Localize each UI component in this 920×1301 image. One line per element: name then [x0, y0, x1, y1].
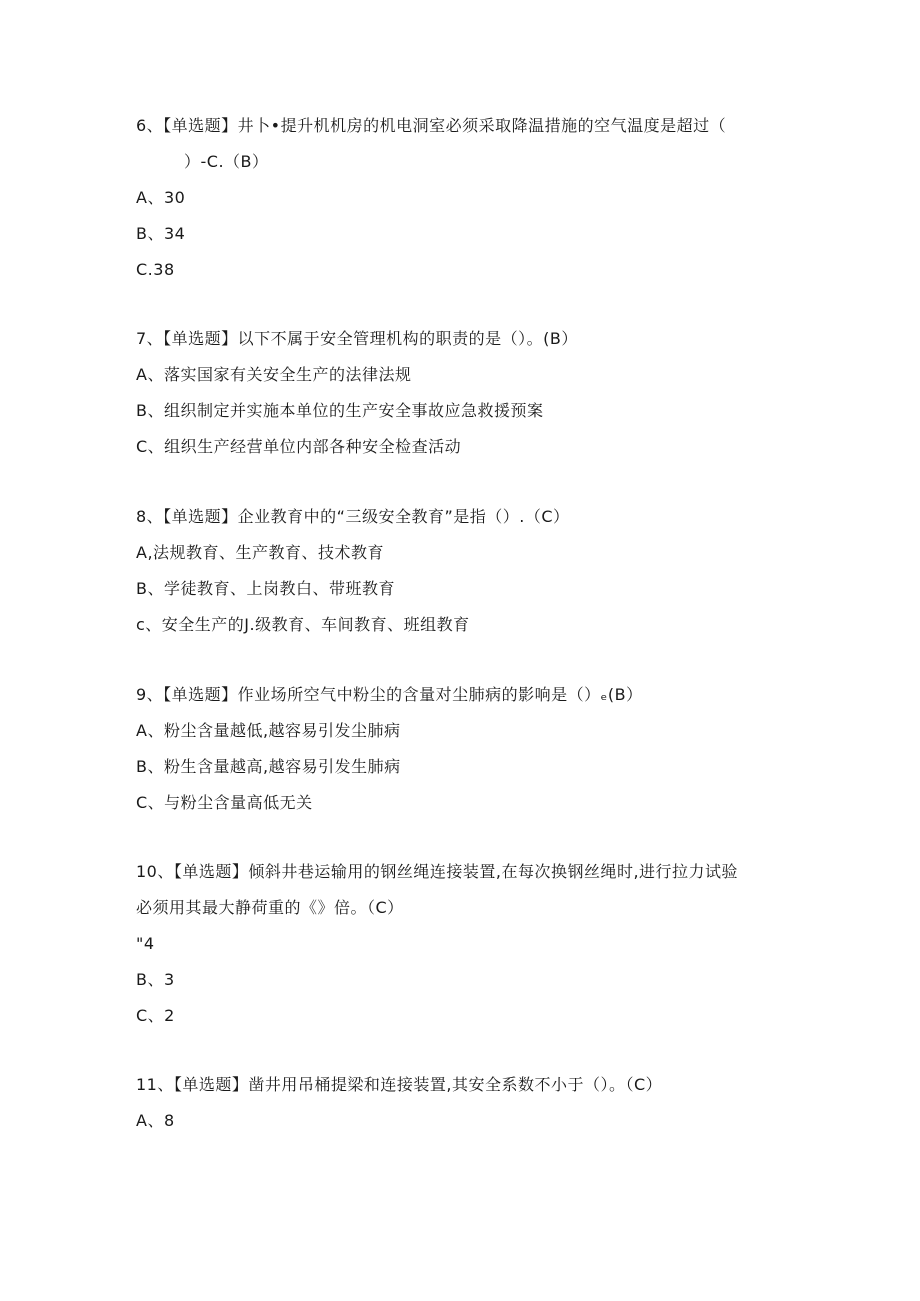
option-a: A、落实国家有关安全生产的法律法规	[136, 365, 412, 384]
question-stem: 7、【单选题】以下不属于安全管理机构的职责的是（）。(B）	[136, 329, 578, 348]
question-stem: 9、【单选题】作业场所空气中粉尘的含量对尘肺病的影响是（）ₑ(B）	[136, 685, 643, 704]
question-stem: 10、【单选题】倾斜井巷运输用的钢丝绳连接装置,在每次换钢丝绳时,进行拉力试验	[136, 862, 739, 881]
option-a: A,法规教育、生产教育、技术教育	[136, 543, 385, 562]
question-7	[136, 329, 796, 457]
question-stem: 6、【单选题】井卜•提升机机房的机电洞室必须采取降温措施的空气温度是超过（	[136, 116, 727, 135]
option-b: B、34	[136, 224, 186, 243]
option-c: C、组织生产经营单位内部各种安全检查活动	[136, 437, 462, 456]
option-c: c、安全生产的J.级教育、车间教育、班组教育	[136, 615, 470, 634]
option-a: "4	[136, 934, 155, 953]
option-c: C、与粉尘含量高低无关	[136, 793, 313, 812]
option-a: A、8	[136, 1111, 175, 1130]
question-stem-continued: ）-C.（B）	[184, 152, 269, 171]
option-c: C.38	[136, 260, 175, 279]
option-b: B、粉生含量越高,越容易引发生肺病	[136, 757, 401, 776]
question-stem: 11、【单选题】凿井用吊桶提梁和连接装置,其安全系数不小于（）。（C）	[136, 1075, 663, 1094]
question-stem: 8、【单选题】企业教育中的“三级安全教育”是指（）.（C）	[136, 507, 570, 526]
option-c: C、2	[136, 1006, 175, 1025]
question-stem-continued: 必须用其最大静荷重的《》倍。（C）	[136, 898, 404, 917]
question-6	[136, 116, 796, 280]
option-b: B、学徒教育、上岗教白、带班教育	[136, 579, 395, 598]
question-8	[136, 507, 796, 635]
option-a: A、粉尘含量越低,越容易引发尘肺病	[136, 721, 401, 740]
option-a: A、30	[136, 188, 186, 207]
option-b: B、组织制定并实施本单位的生产安全事故应急救援预案	[136, 401, 544, 420]
question-11	[136, 1075, 796, 1131]
option-b: B、3	[136, 970, 175, 989]
question-10	[136, 862, 796, 1026]
question-9	[136, 685, 796, 813]
